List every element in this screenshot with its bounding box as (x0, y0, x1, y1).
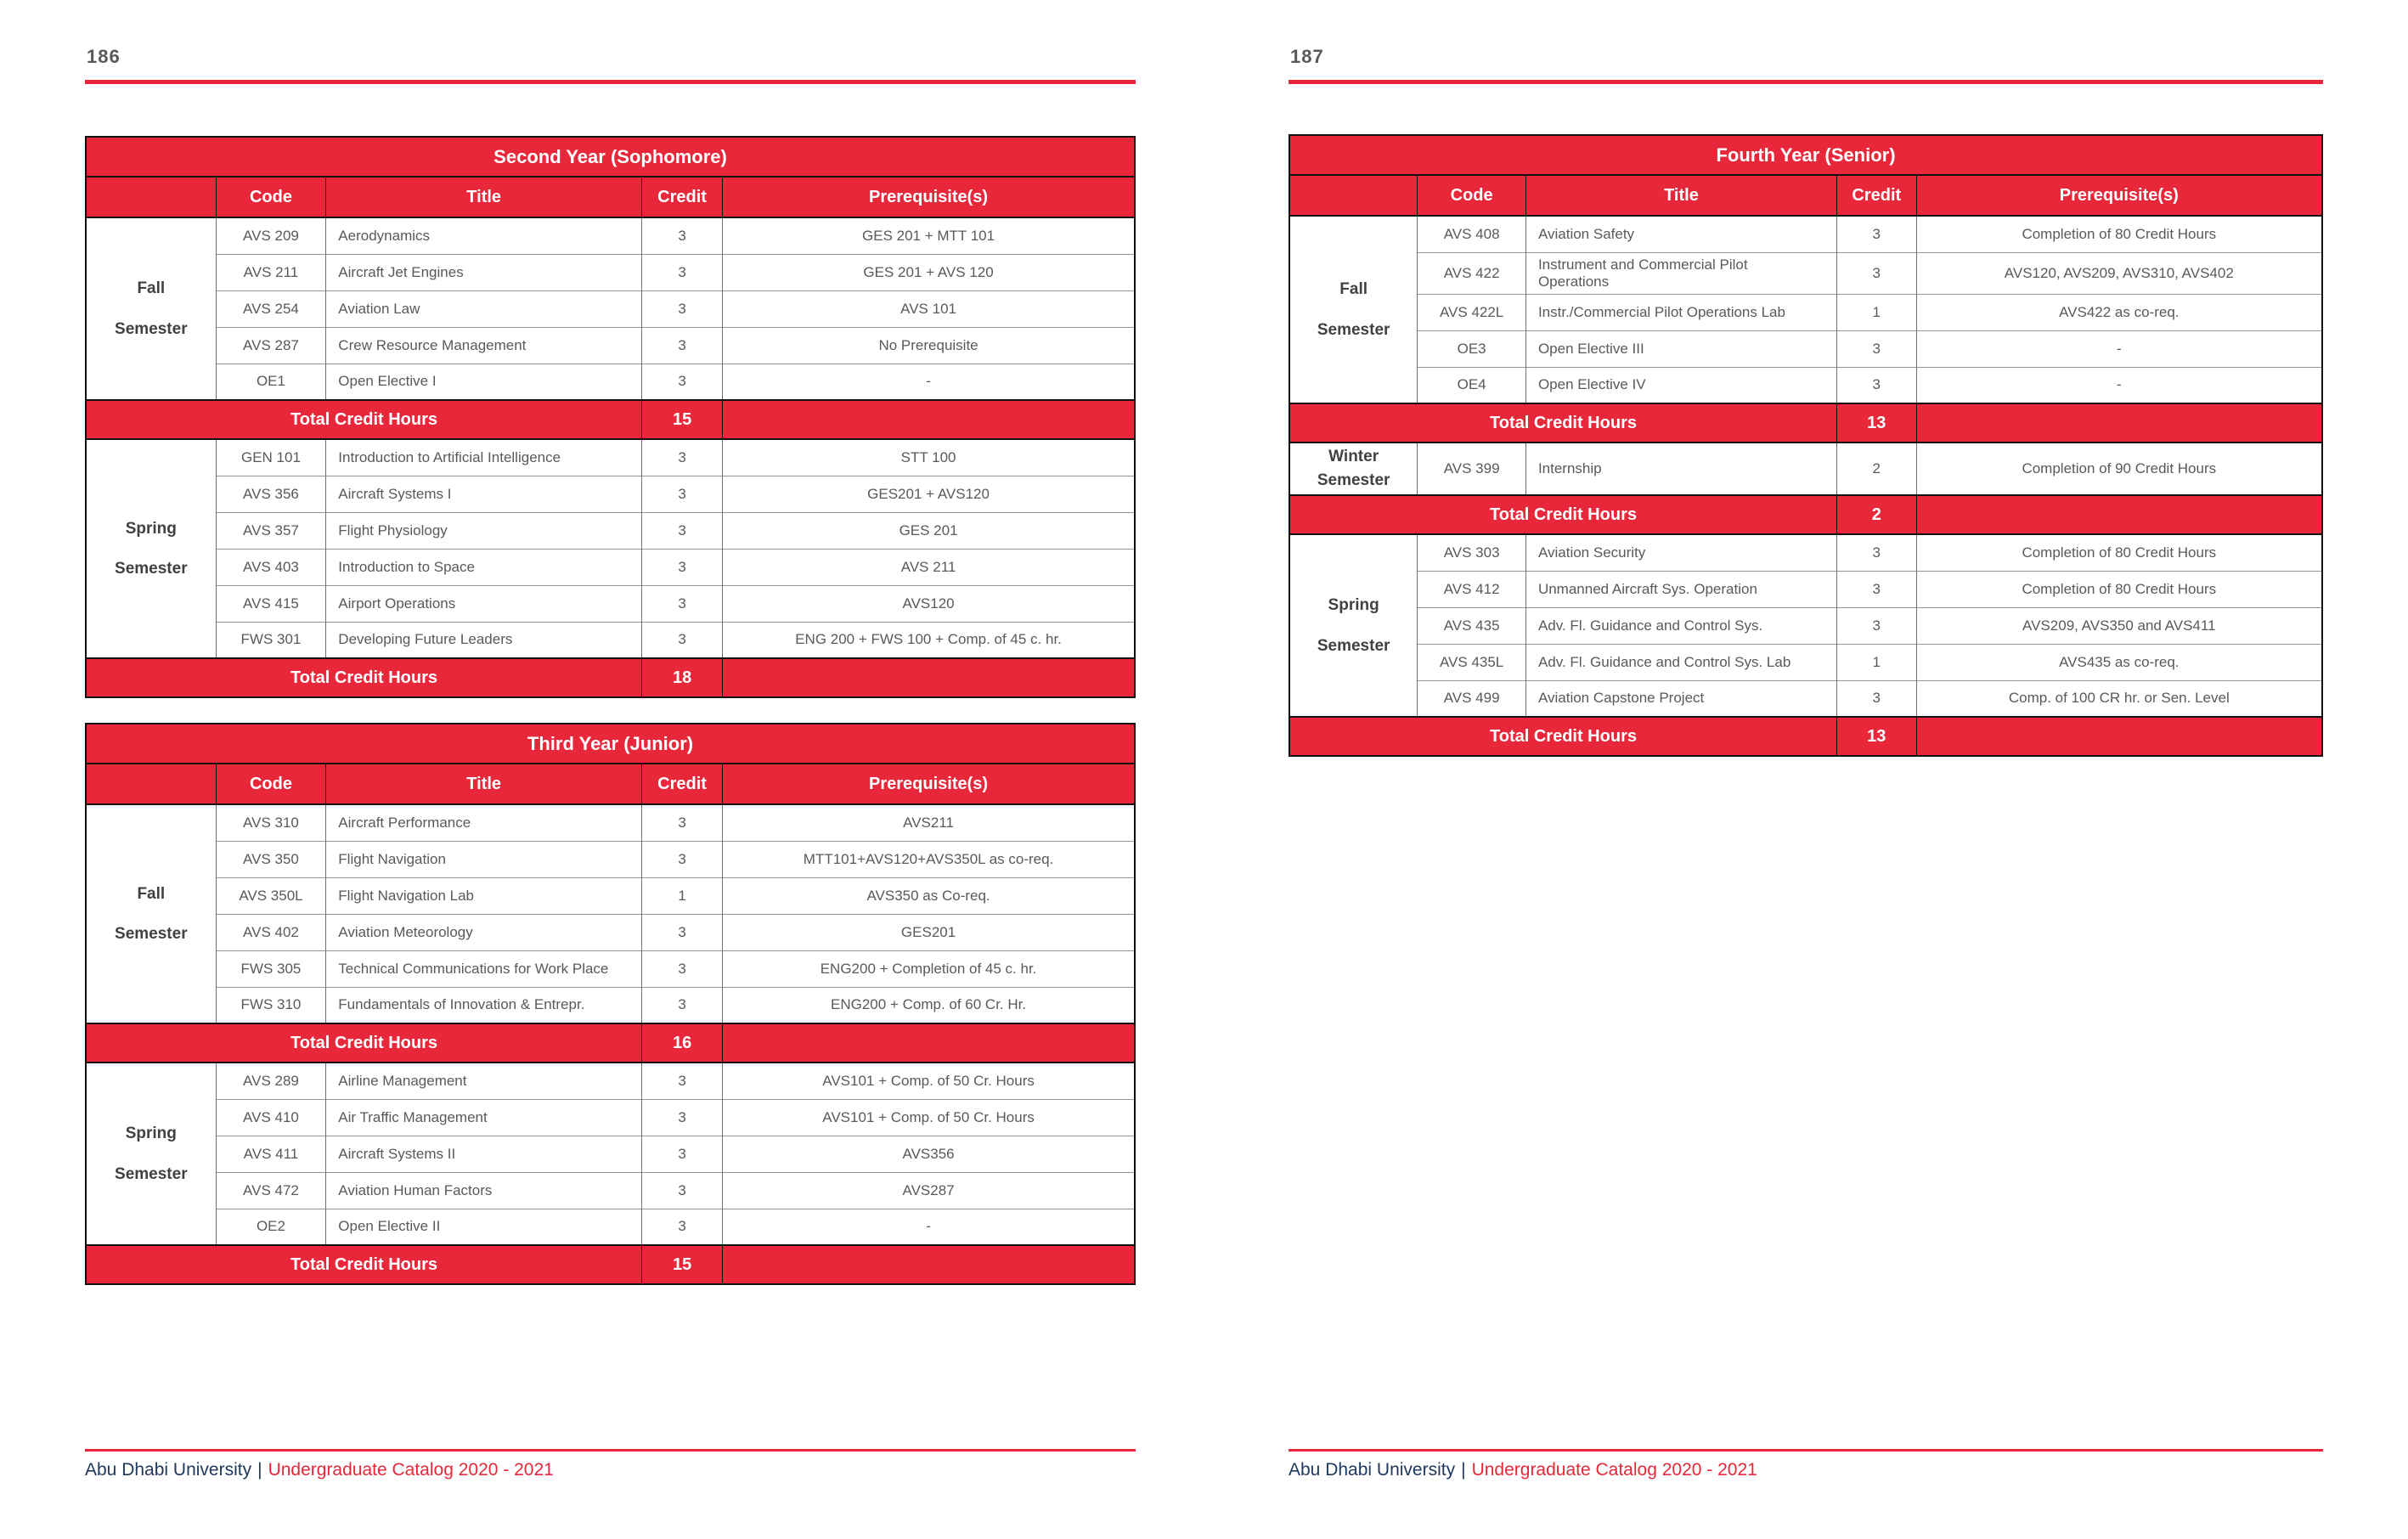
course-title: Adv. Fl. Guidance and Control Sys. (1525, 607, 1836, 644)
course-title: Aviation Safety (1525, 216, 1836, 252)
course-prereq: AVS 211 (723, 549, 1135, 585)
course-row (86, 1136, 1135, 1172)
course-prereq: GES 201 + AVS 120 (723, 254, 1135, 290)
column-header-code: Code (216, 177, 326, 217)
course-credit: 3 (1836, 216, 1916, 252)
course-credit: 3 (642, 512, 723, 549)
footer-university: Abu Dhabi University (85, 1460, 252, 1480)
semester-label-line: Fall (137, 279, 166, 297)
course-title: Flight Navigation Lab (326, 877, 642, 914)
course-row (1289, 534, 2322, 571)
course-credit: 3 (1836, 607, 1916, 644)
total-label: Total Credit Hours (86, 1245, 642, 1284)
course-prereq: - (1916, 330, 2322, 367)
column-header-prerequisites: Prerequisite(s) (1916, 175, 2322, 216)
course-prereq: AVS120, AVS209, AVS310, AVS402 (1916, 252, 2322, 294)
course-prereq: ENG 200 + FWS 100 + Comp. of 45 c. hr. (723, 622, 1135, 658)
course-code: FWS 310 (216, 987, 326, 1023)
course-code: AVS 287 (216, 327, 326, 364)
course-row (86, 1172, 1135, 1209)
semester-label-line: Fall (1339, 280, 1368, 298)
course-code: AVS 254 (216, 290, 326, 327)
course-credit: 3 (642, 1172, 723, 1209)
course-credit: 3 (642, 1099, 723, 1136)
course-prereq: Comp. of 100 CR hr. or Sen. Level (1916, 680, 2322, 717)
total-empty-cell (723, 1023, 1135, 1063)
column-header-title: Title (326, 177, 642, 217)
footer-separator: | (1461, 1460, 1466, 1480)
total-credit-value: 2 (1836, 495, 1916, 534)
course-code: AVS 408 (1418, 216, 1526, 252)
course-row (86, 512, 1135, 549)
course-row (86, 1209, 1135, 1245)
course-prereq: GES201 (723, 914, 1135, 950)
total-row (86, 658, 1135, 697)
semester-label-line: Semester (1317, 636, 1390, 655)
total-credit-value: 13 (1836, 403, 1916, 443)
course-title: Airport Operations (326, 585, 642, 622)
second-year-table (85, 136, 1136, 698)
course-credit: 3 (1836, 680, 1916, 717)
course-title: Instr./Commercial Pilot Operations Lab (1525, 294, 1836, 330)
course-credit: 3 (642, 290, 723, 327)
header-rule (1289, 80, 2323, 84)
course-row (1289, 571, 2322, 607)
table-title: Fourth Year (Senior) (1289, 135, 2322, 175)
course-prereq: AVS120 (723, 585, 1135, 622)
course-prereq: GES 201 + MTT 101 (723, 217, 1135, 254)
semester-cell (86, 439, 216, 658)
course-title: Open Elective II (326, 1209, 642, 1245)
course-prereq: ENG200 + Completion of 45 c. hr. (723, 950, 1135, 987)
course-row (86, 364, 1135, 400)
course-code: OE2 (216, 1209, 326, 1245)
course-credit: 3 (642, 622, 723, 658)
course-title: Aircraft Systems I (326, 476, 642, 512)
third-year-table (85, 723, 1136, 1285)
course-credit: 1 (1836, 644, 1916, 680)
course-prereq: AVS209, AVS350 and AVS411 (1916, 607, 2322, 644)
course-prereq: Completion of 80 Credit Hours (1916, 216, 2322, 252)
total-row (86, 1023, 1135, 1063)
course-credit: 3 (642, 549, 723, 585)
course-row (1289, 607, 2322, 644)
semester-cell (1289, 443, 1418, 495)
semester-label-line: Spring (1328, 596, 1379, 614)
total-empty-cell (1916, 717, 2322, 756)
course-prereq: - (723, 1209, 1135, 1245)
course-title: Aviation Law (326, 290, 642, 327)
course-credit: 3 (642, 439, 723, 476)
course-code: AVS 435L (1418, 644, 1526, 680)
course-credit: 2 (1836, 443, 1916, 495)
course-code: GEN 101 (216, 439, 326, 476)
course-title: Aviation Security (1525, 534, 1836, 571)
course-title: Open Elective III (1525, 330, 1836, 367)
course-credit: 3 (642, 841, 723, 877)
page-186 (85, 0, 1136, 1539)
course-credit: 3 (642, 1063, 723, 1099)
total-label: Total Credit Hours (86, 400, 642, 439)
course-row (86, 622, 1135, 658)
course-prereq: AVS 101 (723, 290, 1135, 327)
course-title: Airline Management (326, 1063, 642, 1099)
course-credit: 3 (1836, 571, 1916, 607)
course-code: AVS 412 (1418, 571, 1526, 607)
course-row (1289, 330, 2322, 367)
total-empty-cell (723, 1245, 1135, 1284)
course-code: FWS 301 (216, 622, 326, 658)
table-title-row (86, 724, 1135, 764)
course-code: AVS 499 (1418, 680, 1526, 717)
total-label: Total Credit Hours (1289, 495, 1836, 534)
course-code: AVS 422L (1418, 294, 1526, 330)
footer-rule (1289, 1449, 2323, 1452)
course-title: Unmanned Aircraft Sys. Operation (1525, 571, 1836, 607)
course-title: Air Traffic Management (326, 1099, 642, 1136)
course-prereq: - (1916, 367, 2322, 403)
semester-label-line: Winter (1328, 448, 1379, 466)
footer-separator: | (257, 1460, 262, 1480)
course-title: Aircraft Performance (326, 804, 642, 841)
course-title: Aviation Capstone Project (1525, 680, 1836, 717)
total-label: Total Credit Hours (1289, 717, 1836, 756)
course-row (86, 585, 1135, 622)
course-prereq: AVS101 + Comp. of 50 Cr. Hours (723, 1099, 1135, 1136)
total-label: Total Credit Hours (1289, 403, 1836, 443)
course-code: OE4 (1418, 367, 1526, 403)
total-empty-cell (1916, 403, 2322, 443)
course-credit: 1 (642, 877, 723, 914)
course-credit: 3 (642, 987, 723, 1023)
semester-cell (86, 1063, 216, 1245)
footer-catalog: Undergraduate Catalog 2020 - 2021 (1471, 1460, 1757, 1480)
course-title: Introduction to Artificial Intelligence (326, 439, 642, 476)
column-header-title: Title (1525, 175, 1836, 216)
course-row (86, 327, 1135, 364)
total-credit-value: 13 (1836, 717, 1916, 756)
course-prereq: AVS101 + Comp. of 50 Cr. Hours (723, 1063, 1135, 1099)
course-code: AVS 211 (216, 254, 326, 290)
course-prereq: AVS435 as co-req. (1916, 644, 2322, 680)
total-row (1289, 403, 2322, 443)
total-credit-value: 15 (642, 400, 723, 439)
course-code: AVS 289 (216, 1063, 326, 1099)
semester-cell (86, 804, 216, 1023)
page-footer (1289, 1460, 1757, 1480)
course-credit: 3 (642, 254, 723, 290)
semester-cell (1289, 216, 1418, 403)
course-title: Fundamentals of Innovation & Entrepr. (326, 987, 642, 1023)
semester-label-line: Spring (125, 519, 177, 538)
table-title: Third Year (Junior) (86, 724, 1135, 764)
course-code: OE1 (216, 364, 326, 400)
header-rule (85, 80, 1136, 84)
column-header-code: Code (1418, 175, 1526, 216)
course-credit: 3 (642, 1136, 723, 1172)
course-credit: 3 (1836, 367, 1916, 403)
course-title: Introduction to Space (326, 549, 642, 585)
course-prereq: - (723, 364, 1135, 400)
course-prereq: No Prerequisite (723, 327, 1135, 364)
column-header-credit: Credit (642, 177, 723, 217)
page-number: 186 (87, 46, 121, 67)
course-code: AVS 415 (216, 585, 326, 622)
table-title-row (1289, 135, 2322, 175)
course-row (1289, 443, 2322, 495)
course-prereq: GES 201 (723, 512, 1135, 549)
course-code: AVS 350L (216, 877, 326, 914)
course-row (86, 804, 1135, 841)
page-footer (85, 1460, 554, 1480)
course-prereq: AVS350 as Co-req. (723, 877, 1135, 914)
course-code: AVS 411 (216, 1136, 326, 1172)
course-prereq: ENG200 + Comp. of 60 Cr. Hr. (723, 987, 1135, 1023)
total-empty-cell (723, 400, 1135, 439)
course-code: AVS 209 (216, 217, 326, 254)
table-header-row (86, 764, 1135, 804)
course-row (1289, 367, 2322, 403)
fourth-year-table (1289, 134, 2323, 757)
course-title: Adv. Fl. Guidance and Control Sys. Lab (1525, 644, 1836, 680)
total-row (86, 1245, 1135, 1284)
table-title: Second Year (Sophomore) (86, 137, 1135, 177)
semester-label-line: Semester (115, 319, 188, 338)
course-prereq: Completion of 80 Credit Hours (1916, 534, 2322, 571)
course-prereq: AVS356 (723, 1136, 1135, 1172)
course-row (86, 290, 1135, 327)
course-title: Crew Resource Management (326, 327, 642, 364)
column-header-title: Title (326, 764, 642, 804)
column-header-code: Code (216, 764, 326, 804)
course-row (86, 254, 1135, 290)
course-code: AVS 356 (216, 476, 326, 512)
course-row (86, 914, 1135, 950)
course-row (1289, 680, 2322, 717)
semester-label-line: Semester (115, 925, 188, 943)
course-row (86, 549, 1135, 585)
semester-label-line: Semester (115, 560, 188, 578)
course-row (86, 1099, 1135, 1136)
course-prereq: AVS422 as co-req. (1916, 294, 2322, 330)
course-row (1289, 294, 2322, 330)
course-code: AVS 472 (216, 1172, 326, 1209)
course-code: AVS 310 (216, 804, 326, 841)
course-credit: 3 (642, 217, 723, 254)
semester-label-line: Spring (125, 1125, 177, 1142)
column-header-prerequisites: Prerequisite(s) (723, 177, 1135, 217)
course-title: Open Elective IV (1525, 367, 1836, 403)
semester-label-line: Fall (137, 884, 166, 903)
page-number: 187 (1290, 46, 1324, 67)
course-title: Aircraft Systems II (326, 1136, 642, 1172)
course-row (86, 841, 1135, 877)
semester-cell (86, 217, 216, 400)
course-code: AVS 422 (1418, 252, 1526, 294)
course-credit: 3 (642, 364, 723, 400)
semester-label-line: Semester (1317, 471, 1390, 489)
course-credit: 1 (1836, 294, 1916, 330)
course-row (86, 439, 1135, 476)
course-credit: 3 (642, 1209, 723, 1245)
semester-label-line: Semester (1317, 320, 1390, 339)
table-header-row (1289, 175, 2322, 216)
course-row (86, 1063, 1135, 1099)
course-prereq: STT 100 (723, 439, 1135, 476)
course-title: Flight Navigation (326, 841, 642, 877)
total-credit-value: 18 (642, 658, 723, 697)
course-code: AVS 303 (1418, 534, 1526, 571)
total-row (86, 400, 1135, 439)
total-credit-value: 16 (642, 1023, 723, 1063)
course-row (86, 987, 1135, 1023)
column-header-credit: Credit (1836, 175, 1916, 216)
table-title-row (86, 137, 1135, 177)
course-title: Developing Future Leaders (326, 622, 642, 658)
course-row (1289, 252, 2322, 294)
course-row (1289, 644, 2322, 680)
course-row (86, 877, 1135, 914)
page-187 (1289, 0, 2323, 1539)
course-title: Technical Communications for Work Place (326, 950, 642, 987)
table-header-row (86, 177, 1135, 217)
course-credit: 3 (1836, 534, 1916, 571)
course-code: AVS 435 (1418, 607, 1526, 644)
course-code: AVS 399 (1418, 443, 1526, 495)
column-header-empty (1289, 175, 1418, 216)
course-prereq: AVS287 (723, 1172, 1135, 1209)
course-credit: 3 (642, 914, 723, 950)
course-row (86, 476, 1135, 512)
course-row (86, 950, 1135, 987)
course-title: Aviation Meteorology (326, 914, 642, 950)
course-credit: 3 (642, 804, 723, 841)
course-credit: 3 (1836, 252, 1916, 294)
total-empty-cell (1916, 495, 2322, 534)
course-title: Aircraft Jet Engines (326, 254, 642, 290)
course-prereq: AVS211 (723, 804, 1135, 841)
course-row (1289, 216, 2322, 252)
course-code: OE3 (1418, 330, 1526, 367)
course-credit: 3 (642, 327, 723, 364)
column-header-credit: Credit (642, 764, 723, 804)
course-prereq: MTT101+AVS120+AVS350L as co-req. (723, 841, 1135, 877)
course-credit: 3 (642, 950, 723, 987)
column-header-empty (86, 764, 216, 804)
course-prereq: Completion of 90 Credit Hours (1916, 443, 2322, 495)
footer-university: Abu Dhabi University (1289, 1460, 1456, 1480)
total-label: Total Credit Hours (86, 1023, 642, 1063)
course-code: AVS 357 (216, 512, 326, 549)
course-code: FWS 305 (216, 950, 326, 987)
course-prereq: GES201 + AVS120 (723, 476, 1135, 512)
course-title: Open Elective I (326, 364, 642, 400)
course-credit: 3 (642, 476, 723, 512)
total-row (1289, 717, 2322, 756)
total-empty-cell (723, 658, 1135, 697)
course-code: AVS 410 (216, 1099, 326, 1136)
course-title: Instrument and Commercial Pilot Operations (1525, 252, 1836, 294)
course-title: Aviation Human Factors (326, 1172, 642, 1209)
course-title: Aerodynamics (326, 217, 642, 254)
semester-label-line: Semester (115, 1164, 188, 1183)
course-row (86, 217, 1135, 254)
semester-cell (1289, 534, 1418, 717)
course-code: AVS 350 (216, 841, 326, 877)
course-title: Flight Physiology (326, 512, 642, 549)
course-credit: 3 (1836, 330, 1916, 367)
footer-rule (85, 1449, 1136, 1452)
course-prereq: Completion of 80 Credit Hours (1916, 571, 2322, 607)
course-title: Internship (1525, 443, 1836, 495)
course-code: AVS 402 (216, 914, 326, 950)
course-code: AVS 403 (216, 549, 326, 585)
column-header-prerequisites: Prerequisite(s) (723, 764, 1135, 804)
total-row (1289, 495, 2322, 534)
total-credit-value: 15 (642, 1245, 723, 1284)
column-header-empty (86, 177, 216, 217)
course-credit: 3 (642, 585, 723, 622)
footer-catalog: Undergraduate Catalog 2020 - 2021 (268, 1460, 554, 1480)
total-label: Total Credit Hours (86, 658, 642, 697)
